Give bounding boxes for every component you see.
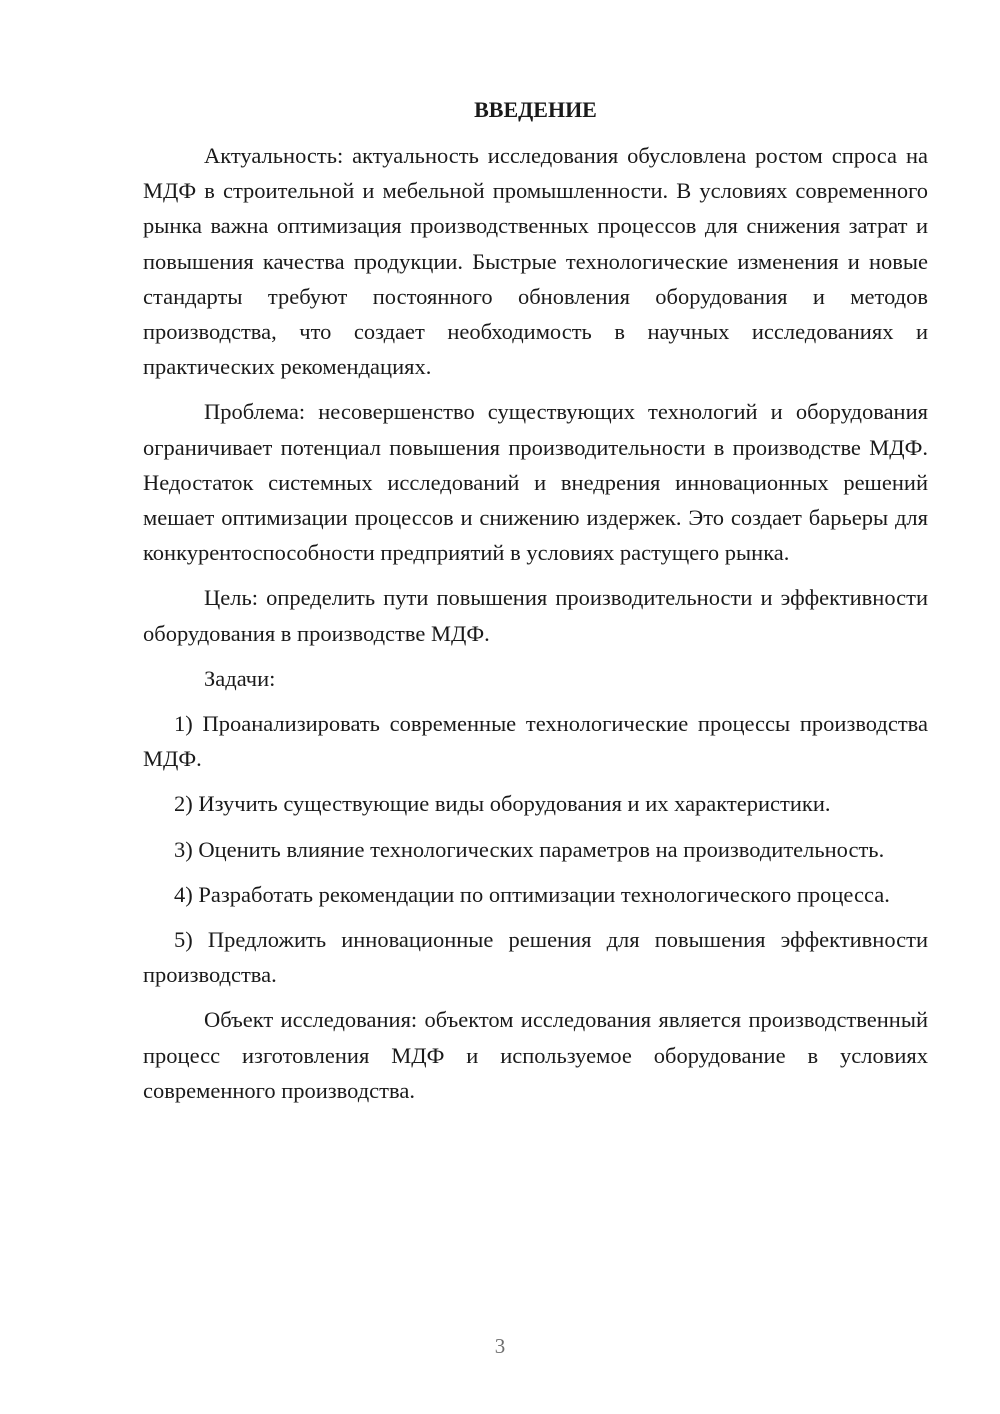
paragraph-relevance: Актуальность: актуальность исследования обусловлена ростом спроса на МДФ в строительной и мебельной промышленности. В условиях современного рынка важна оптимизация производственных процессов для снижения затрат и повышения качества продукции. Быстрые технологические изменения и новые стандарты требуют постоянного обновления оборудования и методов производства, что создает необходимость в научных исследованиях и практических рекомендациях.: [143, 143, 928, 380]
paragraph-problem: Проблема: несовершенство существующих технологий и оборудования ограничивает потенциал повышения производительности в производстве МДФ. Недостаток системных исследований и внедрения инновационных решений мешает оптимизации процессов и снижению издержек. Это создает барьеры для конкурентоспособности предприятий в условиях растущего рынка.: [143, 399, 928, 566]
paragraph-goal: Цель: определить пути повышения производительности и эффективности оборудования в производстве МДФ.: [143, 585, 928, 646]
task-item: 4) Разработать рекомендации по оптимизации технологического процесса.: [174, 881, 890, 907]
section-heading: ВВЕДЕНИЕ: [474, 97, 597, 122]
document-page: [143, 92, 928, 1118]
task-item: 5) Предложить инновационные решения для повышения эффективности производства.: [143, 927, 928, 988]
task-item: 2) Изучить существующие виды оборудования и их характеристики.: [174, 791, 831, 817]
task-item: 3) Оценить влияние технологических параметров на производительность.: [174, 836, 885, 862]
tasks-label: Задачи:: [204, 665, 276, 691]
task-item: 1) Проанализировать современные технологические процессы производства МДФ.: [143, 711, 928, 772]
paragraph-object: Объект исследования: объектом исследования является производственный процесс изготовления МДФ и используемое оборудование в условиях современного производства.: [143, 1007, 928, 1103]
page-number: 3: [494, 1334, 506, 1358]
